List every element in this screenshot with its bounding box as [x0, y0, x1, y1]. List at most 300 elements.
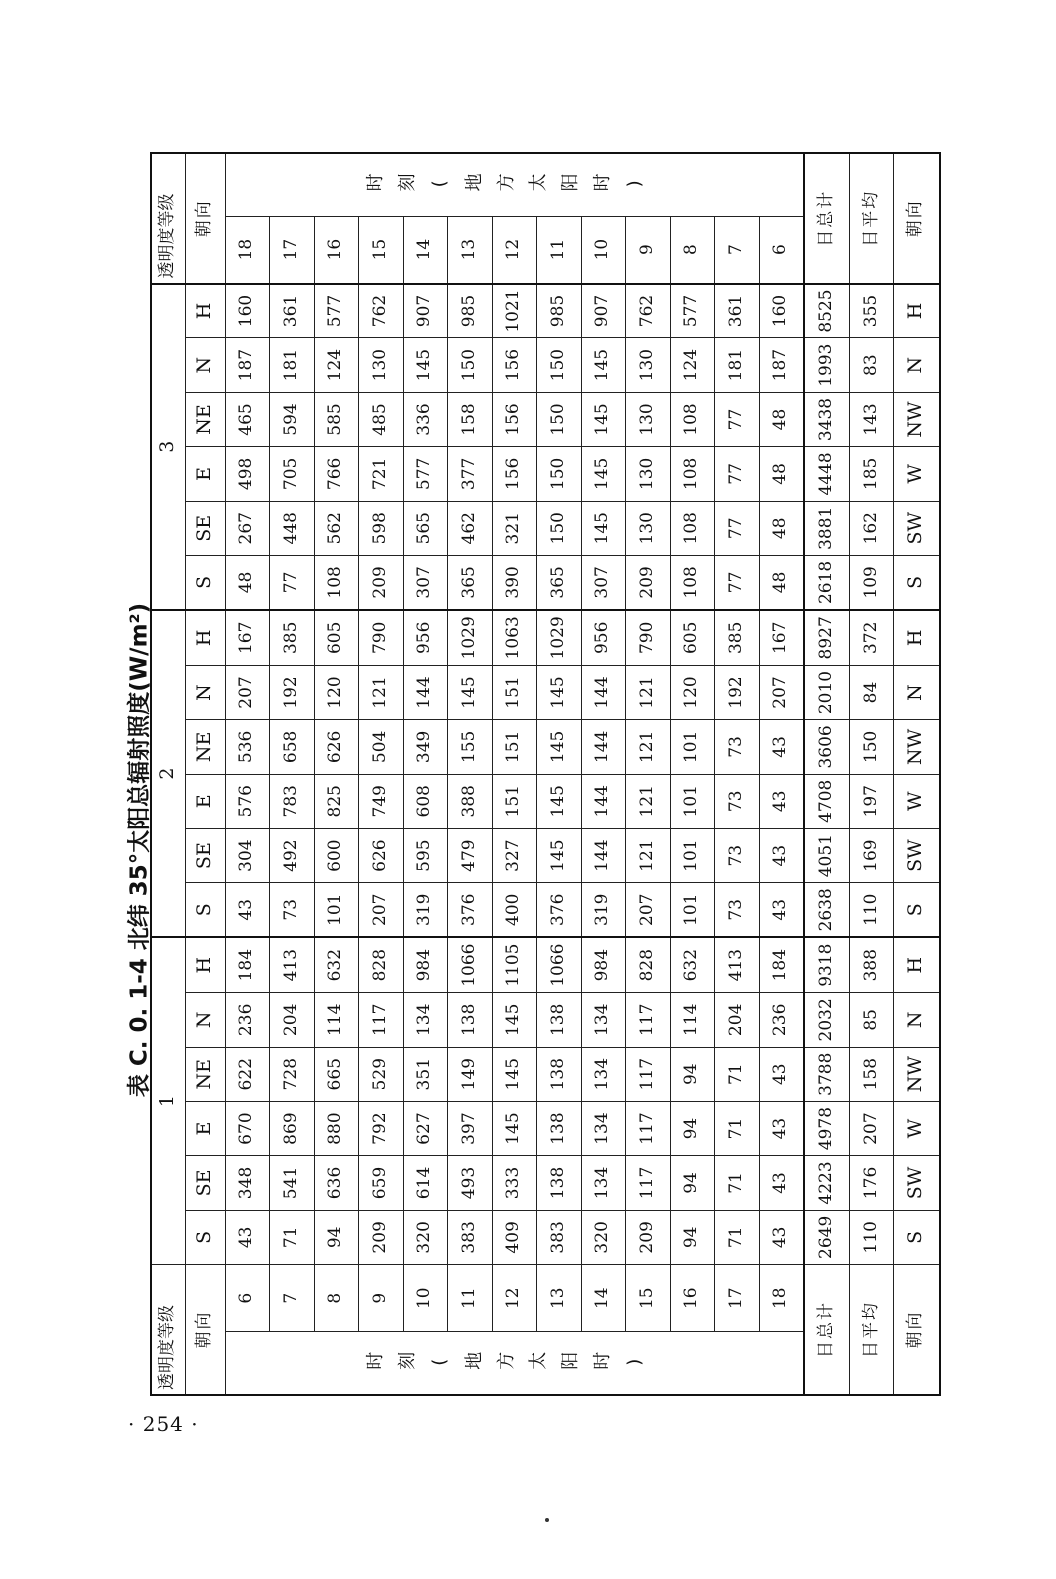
dir-footer-s: S — [894, 1210, 940, 1264]
value-cell: 320 — [403, 1210, 448, 1264]
value-cell: 1029 — [448, 610, 493, 665]
data-row — [626, 153, 671, 1395]
value-cell: 101 — [670, 828, 715, 882]
data-row — [314, 153, 359, 1395]
dir-header-e: E — [185, 1101, 225, 1155]
value-cell: 94 — [314, 1210, 359, 1264]
daily-avg-cell: 185 — [850, 447, 894, 501]
daily-total-cell: 4051 — [804, 828, 850, 882]
value-cell: 790 — [359, 610, 404, 665]
value-cell: 766 — [314, 447, 359, 501]
value-cell: 48 — [759, 555, 804, 609]
daily-total-cell: 2618 — [804, 555, 850, 609]
data-row — [759, 153, 804, 1395]
dir-header-ne: NE — [185, 1047, 225, 1101]
daily-total-cell: 1993 — [804, 338, 850, 392]
value-cell: 121 — [359, 665, 404, 719]
value-cell: 349 — [403, 720, 448, 774]
value-cell: 333 — [492, 1156, 537, 1210]
value-cell: 907 — [403, 284, 448, 338]
value-cell: 608 — [403, 774, 448, 828]
value-cell: 825 — [314, 774, 359, 828]
dir-header-e: E — [185, 774, 225, 828]
value-cell: 134 — [581, 1156, 626, 1210]
value-cell: 595 — [403, 828, 448, 882]
value-cell: 365 — [448, 555, 493, 609]
value-cell: 149 — [448, 1047, 493, 1101]
value-cell: 117 — [626, 1101, 671, 1155]
value-cell: 585 — [314, 392, 359, 446]
time-label-left — [225, 1332, 804, 1395]
daily-total-cell: 3606 — [804, 720, 850, 774]
hour-left: 10 — [403, 1265, 448, 1332]
dir-header-s: S — [185, 1210, 225, 1264]
bottom-orientation-label-left: 朝向 — [894, 1265, 940, 1395]
dir-footer-n: N — [894, 338, 940, 392]
value-cell: 145 — [581, 392, 626, 446]
value-cell: 167 — [759, 610, 804, 665]
data-row — [537, 153, 582, 1395]
value-cell: 762 — [626, 284, 671, 338]
value-cell: 321 — [492, 501, 537, 555]
level-2-header: 2 — [151, 610, 185, 937]
dir-footer-nw: NW — [894, 720, 940, 774]
dir-footer-nw: NW — [894, 392, 940, 446]
value-cell: 187 — [225, 338, 270, 392]
data-row — [359, 153, 404, 1395]
value-cell: 48 — [759, 447, 804, 501]
value-cell: 319 — [581, 883, 626, 937]
value-cell: 130 — [626, 392, 671, 446]
hour-left: 15 — [626, 1265, 671, 1332]
value-cell: 101 — [670, 774, 715, 828]
header-transparency-right: 透明度等级 — [151, 153, 185, 284]
data-row — [581, 153, 626, 1395]
value-cell: 479 — [448, 828, 493, 882]
daily-total-cell: 4708 — [804, 774, 850, 828]
dir-footer-h: H — [894, 610, 940, 665]
hour-left: 17 — [715, 1265, 760, 1332]
value-cell: 150 — [448, 338, 493, 392]
value-cell: 71 — [715, 1101, 760, 1155]
value-cell: 1066 — [537, 937, 582, 992]
value-cell: 158 — [448, 392, 493, 446]
value-cell: 413 — [270, 937, 315, 992]
daily-total-cell: 3788 — [804, 1047, 850, 1101]
value-cell: 985 — [537, 284, 582, 338]
daily-avg-cell: 150 — [850, 720, 894, 774]
data-row — [270, 153, 315, 1395]
hour-right: 10 — [581, 216, 626, 283]
value-cell: 145 — [537, 720, 582, 774]
daily-avg-cell: 158 — [850, 1047, 894, 1101]
daily-total-cell: 4223 — [804, 1156, 850, 1210]
level-3-header: 3 — [151, 284, 185, 610]
value-cell: 77 — [715, 501, 760, 555]
value-cell: 130 — [359, 338, 404, 392]
value-cell: 632 — [670, 937, 715, 992]
value-cell: 956 — [403, 610, 448, 665]
value-cell: 562 — [314, 501, 359, 555]
value-cell: 598 — [359, 501, 404, 555]
value-cell: 659 — [359, 1156, 404, 1210]
value-cell: 181 — [715, 338, 760, 392]
value-cell: 397 — [448, 1101, 493, 1155]
value-cell: 413 — [715, 937, 760, 992]
value-cell: 145 — [403, 338, 448, 392]
value-cell: 77 — [715, 555, 760, 609]
value-cell: 187 — [759, 338, 804, 392]
value-cell: 365 — [537, 555, 582, 609]
value-cell: 120 — [314, 665, 359, 719]
value-cell: 605 — [314, 610, 359, 665]
value-cell: 956 — [581, 610, 626, 665]
value-cell: 144 — [581, 665, 626, 719]
daily-avg-cell: 109 — [850, 555, 894, 609]
value-cell: 209 — [359, 555, 404, 609]
value-cell: 705 — [270, 447, 315, 501]
value-cell: 167 — [225, 610, 270, 665]
dir-footer-w: W — [894, 774, 940, 828]
value-cell: 108 — [314, 555, 359, 609]
dir-footer-n: N — [894, 993, 940, 1047]
data-row — [492, 153, 537, 1395]
daily-avg-cell: 162 — [850, 501, 894, 555]
value-cell: 151 — [492, 720, 537, 774]
header-orientation-right: 朝向 — [185, 153, 225, 284]
value-cell: 577 — [670, 284, 715, 338]
dir-footer-nw: NW — [894, 1047, 940, 1101]
value-cell: 134 — [403, 993, 448, 1047]
value-cell: 465 — [225, 392, 270, 446]
solar-radiation-table — [150, 152, 941, 1396]
daily-avg-row — [850, 153, 894, 1395]
dir-header-se: SE — [185, 501, 225, 555]
header-orientation-left: 朝向 — [185, 1265, 225, 1395]
value-cell: 1066 — [448, 937, 493, 992]
value-cell: 73 — [270, 883, 315, 937]
dir-header-n: N — [185, 665, 225, 719]
value-cell: 130 — [626, 501, 671, 555]
value-cell: 101 — [670, 720, 715, 774]
value-cell: 390 — [492, 555, 537, 609]
value-cell: 319 — [403, 883, 448, 937]
value-cell: 151 — [492, 665, 537, 719]
dir-footer-h: H — [894, 937, 940, 992]
value-cell: 385 — [715, 610, 760, 665]
value-cell: 138 — [537, 993, 582, 1047]
value-cell: 121 — [626, 828, 671, 882]
value-cell: 192 — [715, 665, 760, 719]
value-cell: 790 — [626, 610, 671, 665]
daily-avg-label-left: 日平均 — [850, 1265, 894, 1395]
hour-right: 11 — [537, 216, 582, 283]
daily-total-cell: 2638 — [804, 883, 850, 937]
value-cell: 721 — [359, 447, 404, 501]
dir-header-e: E — [185, 447, 225, 501]
value-cell: 236 — [759, 993, 804, 1047]
value-cell: 749 — [359, 774, 404, 828]
dir-footer-sw: SW — [894, 828, 940, 882]
value-cell: 181 — [270, 338, 315, 392]
value-cell: 376 — [537, 883, 582, 937]
value-cell: 658 — [270, 720, 315, 774]
hour-left: 6 — [225, 1265, 270, 1332]
value-cell: 670 — [225, 1101, 270, 1155]
value-cell: 594 — [270, 392, 315, 446]
value-cell: 134 — [581, 1101, 626, 1155]
daily-avg-cell: 388 — [850, 937, 894, 992]
value-cell: 71 — [715, 1047, 760, 1101]
dir-header-s: S — [185, 555, 225, 609]
value-cell: 536 — [225, 720, 270, 774]
daily-total-cell: 8525 — [804, 284, 850, 338]
value-cell: 160 — [759, 284, 804, 338]
value-cell: 636 — [314, 1156, 359, 1210]
value-cell: 907 — [581, 284, 626, 338]
value-cell: 869 — [270, 1101, 315, 1155]
value-cell: 94 — [670, 1047, 715, 1101]
value-cell: 138 — [537, 1156, 582, 1210]
value-cell: 409 — [492, 1210, 537, 1264]
value-cell: 485 — [359, 392, 404, 446]
dir-header-s: S — [185, 883, 225, 937]
value-cell: 145 — [537, 828, 582, 882]
value-cell: 124 — [670, 338, 715, 392]
daily-avg-cell: 83 — [850, 338, 894, 392]
value-cell: 138 — [537, 1101, 582, 1155]
page-number: · 254 · — [128, 1412, 199, 1436]
hour-right: 18 — [225, 216, 270, 283]
value-cell: 383 — [537, 1210, 582, 1264]
value-cell: 150 — [537, 501, 582, 555]
bottom-orientation-label-right: 朝向 — [894, 153, 940, 284]
value-cell: 204 — [270, 993, 315, 1047]
value-cell: 121 — [626, 665, 671, 719]
value-cell: 504 — [359, 720, 404, 774]
value-cell: 71 — [715, 1156, 760, 1210]
hour-left: 7 — [270, 1265, 315, 1332]
hour-right: 6 — [759, 216, 804, 283]
daily-avg-cell: 84 — [850, 665, 894, 719]
hour-right: 15 — [359, 216, 404, 283]
daily-avg-cell: 372 — [850, 610, 894, 665]
hour-left: 8 — [314, 1265, 359, 1332]
dir-header-h: H — [185, 610, 225, 665]
value-cell: 144 — [403, 665, 448, 719]
daily-total-cell: 3881 — [804, 501, 850, 555]
level-1-header: 1 — [151, 937, 185, 1264]
value-cell: 117 — [359, 993, 404, 1047]
value-cell: 130 — [626, 338, 671, 392]
daily-avg-cell: 355 — [850, 284, 894, 338]
value-cell: 304 — [225, 828, 270, 882]
value-cell: 145 — [492, 1047, 537, 1101]
value-cell: 984 — [581, 937, 626, 992]
daily-total-cell: 4978 — [804, 1101, 850, 1155]
daily-total-row — [804, 153, 850, 1395]
dir-header-ne: NE — [185, 720, 225, 774]
value-cell: 627 — [403, 1101, 448, 1155]
daily-avg-cell: 85 — [850, 993, 894, 1047]
hour-left: 9 — [359, 1265, 404, 1332]
value-cell: 145 — [492, 1101, 537, 1155]
value-cell: 632 — [314, 937, 359, 992]
daily-avg-cell: 176 — [850, 1156, 894, 1210]
value-cell: 361 — [715, 284, 760, 338]
value-cell: 377 — [448, 447, 493, 501]
value-cell: 236 — [225, 993, 270, 1047]
data-row — [403, 153, 448, 1395]
value-cell: 114 — [314, 993, 359, 1047]
value-cell: 498 — [225, 447, 270, 501]
value-cell: 577 — [314, 284, 359, 338]
value-cell: 156 — [492, 338, 537, 392]
daily-avg-cell: 110 — [850, 883, 894, 937]
header-transparency-left: 透明度等级 — [151, 1265, 185, 1395]
daily-total-cell: 9318 — [804, 937, 850, 992]
value-cell: 665 — [314, 1047, 359, 1101]
value-cell: 614 — [403, 1156, 448, 1210]
value-cell: 108 — [670, 392, 715, 446]
value-cell: 151 — [492, 774, 537, 828]
value-cell: 117 — [626, 1156, 671, 1210]
value-cell: 209 — [626, 555, 671, 609]
value-cell: 828 — [626, 937, 671, 992]
hour-right: 13 — [448, 216, 493, 283]
dir-footer-sw: SW — [894, 501, 940, 555]
value-cell: 73 — [715, 883, 760, 937]
value-cell: 117 — [626, 1047, 671, 1101]
value-cell: 267 — [225, 501, 270, 555]
value-cell: 43 — [759, 883, 804, 937]
hour-left: 14 — [581, 1265, 626, 1332]
data-row — [225, 153, 270, 1395]
hour-right: 7 — [715, 216, 760, 283]
value-cell: 985 — [448, 284, 493, 338]
value-cell: 160 — [225, 284, 270, 338]
daily-total-cell: 8927 — [804, 610, 850, 665]
value-cell: 124 — [314, 338, 359, 392]
value-cell: 43 — [759, 1101, 804, 1155]
value-cell: 43 — [759, 828, 804, 882]
dir-footer-s: S — [894, 555, 940, 609]
hour-left: 16 — [670, 1265, 715, 1332]
value-cell: 351 — [403, 1047, 448, 1101]
hour-right: 17 — [270, 216, 315, 283]
value-cell: 307 — [581, 555, 626, 609]
dir-header-se: SE — [185, 1156, 225, 1210]
value-cell: 73 — [715, 828, 760, 882]
value-cell: 144 — [581, 828, 626, 882]
daily-avg-cell: 207 — [850, 1101, 894, 1155]
value-cell: 336 — [403, 392, 448, 446]
dir-header-n: N — [185, 993, 225, 1047]
value-cell: 130 — [626, 447, 671, 501]
data-row — [715, 153, 760, 1395]
dir-header-se: SE — [185, 828, 225, 882]
value-cell: 622 — [225, 1047, 270, 1101]
value-cell: 605 — [670, 610, 715, 665]
value-cell: 207 — [359, 883, 404, 937]
value-cell: 101 — [670, 883, 715, 937]
data-row — [448, 153, 493, 1395]
time-label-right-text: 时刻(地方太阳时) — [364, 173, 659, 195]
value-cell: 43 — [759, 720, 804, 774]
value-cell: 73 — [715, 774, 760, 828]
value-cell: 376 — [448, 883, 493, 937]
value-cell: 101 — [314, 883, 359, 937]
header-row-directions — [185, 153, 225, 1395]
value-cell: 120 — [670, 665, 715, 719]
daily-total-cell: 2010 — [804, 665, 850, 719]
value-cell: 77 — [715, 392, 760, 446]
value-cell: 400 — [492, 883, 537, 937]
value-cell: 541 — [270, 1156, 315, 1210]
daily-total-cell: 4448 — [804, 447, 850, 501]
value-cell: 492 — [270, 828, 315, 882]
value-cell: 94 — [670, 1156, 715, 1210]
dir-footer-w: W — [894, 1101, 940, 1155]
value-cell: 207 — [759, 665, 804, 719]
hour-left: 18 — [759, 1265, 804, 1332]
value-cell: 48 — [225, 555, 270, 609]
value-cell: 150 — [537, 392, 582, 446]
value-cell: 565 — [403, 501, 448, 555]
value-cell: 880 — [314, 1101, 359, 1155]
value-cell: 48 — [759, 501, 804, 555]
value-cell: 43 — [759, 1047, 804, 1101]
bottom-orientation-row — [894, 153, 940, 1395]
value-cell: 134 — [581, 1047, 626, 1101]
header-row-levels — [151, 153, 185, 1395]
daily-avg-cell: 143 — [850, 392, 894, 446]
value-cell: 984 — [403, 937, 448, 992]
value-cell: 43 — [759, 774, 804, 828]
daily-avg-label-right: 日平均 — [850, 153, 894, 284]
value-cell: 150 — [537, 447, 582, 501]
dir-header-n: N — [185, 338, 225, 392]
value-cell: 108 — [670, 447, 715, 501]
value-cell: 144 — [581, 720, 626, 774]
value-cell: 204 — [715, 993, 760, 1047]
value-cell: 388 — [448, 774, 493, 828]
value-cell: 134 — [581, 993, 626, 1047]
stray-dot — [545, 1518, 549, 1522]
value-cell: 209 — [626, 1210, 671, 1264]
value-cell: 71 — [270, 1210, 315, 1264]
value-cell: 1063 — [492, 610, 537, 665]
dir-footer-sw: SW — [894, 1156, 940, 1210]
daily-avg-cell: 169 — [850, 828, 894, 882]
value-cell: 73 — [715, 720, 760, 774]
time-label-right — [225, 153, 804, 216]
value-cell: 138 — [537, 1047, 582, 1101]
value-cell: 1021 — [492, 284, 537, 338]
value-cell: 145 — [537, 665, 582, 719]
daily-total-cell: 2649 — [804, 1210, 850, 1264]
hour-left: 11 — [448, 1265, 493, 1332]
value-cell: 108 — [670, 555, 715, 609]
value-cell: 145 — [581, 447, 626, 501]
hour-left: 12 — [492, 1265, 537, 1332]
value-cell: 48 — [759, 392, 804, 446]
value-cell: 71 — [715, 1210, 760, 1264]
daily-avg-cell: 110 — [850, 1210, 894, 1264]
value-cell: 462 — [448, 501, 493, 555]
value-cell: 94 — [670, 1101, 715, 1155]
value-cell: 493 — [448, 1156, 493, 1210]
